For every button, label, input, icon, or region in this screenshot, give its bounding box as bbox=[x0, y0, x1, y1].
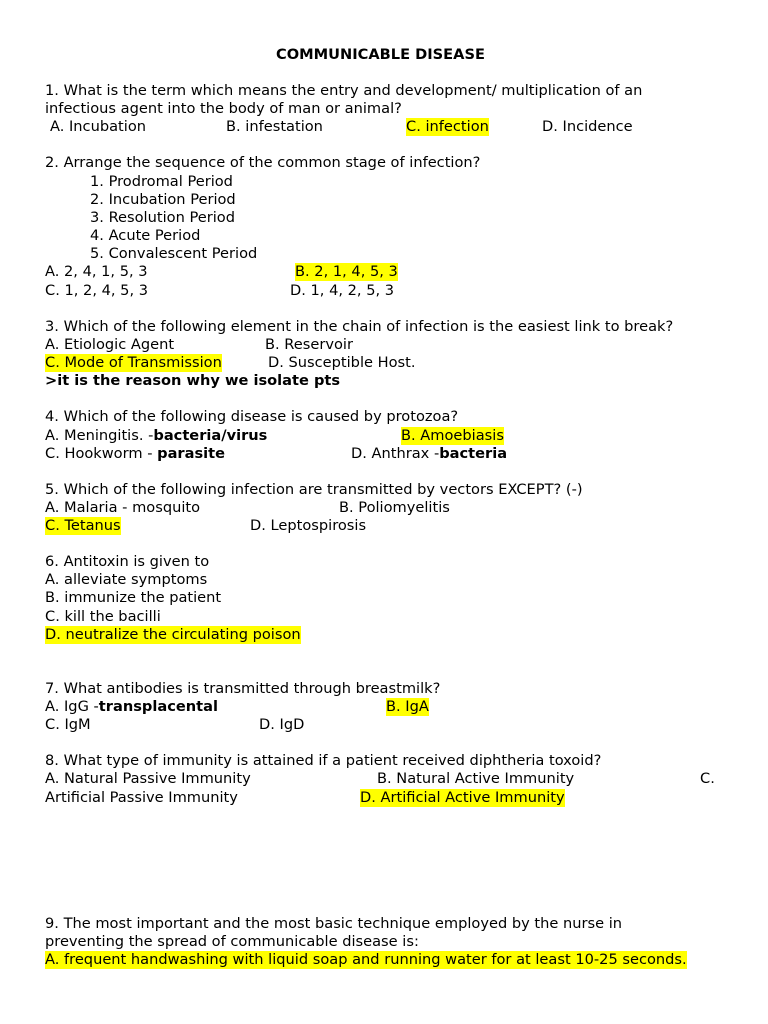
q5-stem: 5. Which of the following infection are transmitted by vectors EXCEPT? (-) bbox=[45, 481, 583, 498]
q8-option-a: A. Natural Passive Immunity bbox=[45, 770, 251, 787]
q3-option-d: D. Susceptible Host. bbox=[268, 354, 416, 371]
q2-stem: 2. Arrange the sequence of the common stage of infection? bbox=[45, 154, 481, 171]
q2-option-b-answer: B. 2, 1, 4, 5, 3 bbox=[295, 263, 398, 280]
q3-option-c-answer: C. Mode of Transmission bbox=[45, 354, 222, 371]
q2-stage: 2. Incubation Period bbox=[90, 191, 236, 208]
page-title: COMMUNICABLE DISEASE bbox=[276, 46, 485, 63]
q4-option-d-text: D. Anthrax - bbox=[351, 445, 440, 462]
q2-option-c: C. 1, 2, 4, 5, 3 bbox=[45, 282, 149, 299]
q4-option-d-note: bacteria bbox=[439, 445, 508, 462]
q8-option-b: B. Natural Active Immunity bbox=[377, 770, 575, 787]
q3-note: >it is the reason why we isolate pts bbox=[45, 372, 341, 389]
q7-option-c: C. IgM bbox=[45, 716, 91, 733]
q5-option-c-answer: C. Tetanus bbox=[45, 517, 121, 534]
q6-option-b: B. immunize the patient bbox=[45, 589, 222, 606]
q5-option-d: D. Leptospirosis bbox=[250, 517, 367, 534]
q2-option-d: D. 1, 4, 2, 5, 3 bbox=[290, 282, 395, 299]
q8-option-c-prefix: C. bbox=[700, 770, 715, 787]
q2-stage: 5. Convalescent Period bbox=[90, 245, 258, 262]
q7-option-d: D. IgD bbox=[259, 716, 305, 733]
q5-option-a: A. Malaria - mosquito bbox=[45, 499, 201, 516]
q2-stage: 4. Acute Period bbox=[90, 227, 201, 244]
q3-stem: 3. Which of the following element in the chain of infection is the easiest link to break? bbox=[45, 318, 674, 335]
q6-option-a: A. alleviate symptoms bbox=[45, 571, 208, 588]
q3-option-b: B. Reservoir bbox=[265, 336, 353, 353]
q7-stem: 7. What antibodies is transmitted through breastmilk? bbox=[45, 680, 441, 697]
q8-option-c: Artificial Passive Immunity bbox=[45, 789, 238, 806]
q1-option-b: B. infestation bbox=[226, 118, 323, 135]
q5-option-b: B. Poliomyelitis bbox=[339, 499, 450, 516]
q3-option-a: A. Etiologic Agent bbox=[45, 336, 175, 353]
q4-option-a-note: bacteria/virus bbox=[153, 427, 268, 444]
q4-stem: 4. Which of the following disease is caused by protozoa? bbox=[45, 408, 459, 425]
q7-option-b-answer: B. IgA bbox=[386, 698, 429, 715]
q4-option-c-note: parasite bbox=[157, 445, 226, 462]
q8-option-d-answer: D. Artificial Active Immunity bbox=[360, 789, 565, 806]
q4-option-d bbox=[351, 445, 507, 463]
q1-option-a: A. Incubation bbox=[50, 118, 146, 135]
q9-stem-line1: 9. The most important and the most basic technique employed by the nurse in bbox=[45, 915, 623, 932]
q9-option-a-answer: A. frequent handwashing with liquid soap and running water for at least 10-25 seconds. bbox=[45, 951, 687, 968]
q4-option-a bbox=[45, 427, 267, 445]
q4-option-c bbox=[45, 445, 225, 463]
q2-stage: 3. Resolution Period bbox=[90, 209, 235, 226]
q1-option-c-answer: C. infection bbox=[406, 118, 489, 135]
q2-stage: 1. Prodromal Period bbox=[90, 173, 233, 190]
q9-stem-line2: preventing the spread of communicable disease is: bbox=[45, 933, 419, 950]
q6-option-d-answer: D. neutralize the circulating poison bbox=[45, 626, 301, 643]
q1-option-d: D. Incidence bbox=[542, 118, 633, 135]
q1-stem-line2: infectious agent into the body of man or animal? bbox=[45, 100, 402, 117]
q2-option-a: A. 2, 4, 1, 5, 3 bbox=[45, 263, 148, 280]
q4-option-c-text: C. Hookworm - bbox=[45, 445, 158, 462]
q8-stem: 8. What type of immunity is attained if a patient received diphtheria toxoid? bbox=[45, 752, 602, 769]
q7-option-a bbox=[45, 698, 218, 716]
q7-option-a-text: A. IgG - bbox=[45, 698, 99, 715]
q6-option-c: C. kill the bacilli bbox=[45, 608, 161, 625]
q7-option-a-note: transplacental bbox=[98, 698, 218, 715]
q6-stem: 6. Antitoxin is given to bbox=[45, 553, 210, 570]
q4-option-a-text: A. Meningitis. - bbox=[45, 427, 154, 444]
q1-stem-line1: 1. What is the term which means the entry and development/ multiplication of an bbox=[45, 82, 643, 99]
q4-option-b-answer: B. Amoebiasis bbox=[401, 427, 504, 444]
